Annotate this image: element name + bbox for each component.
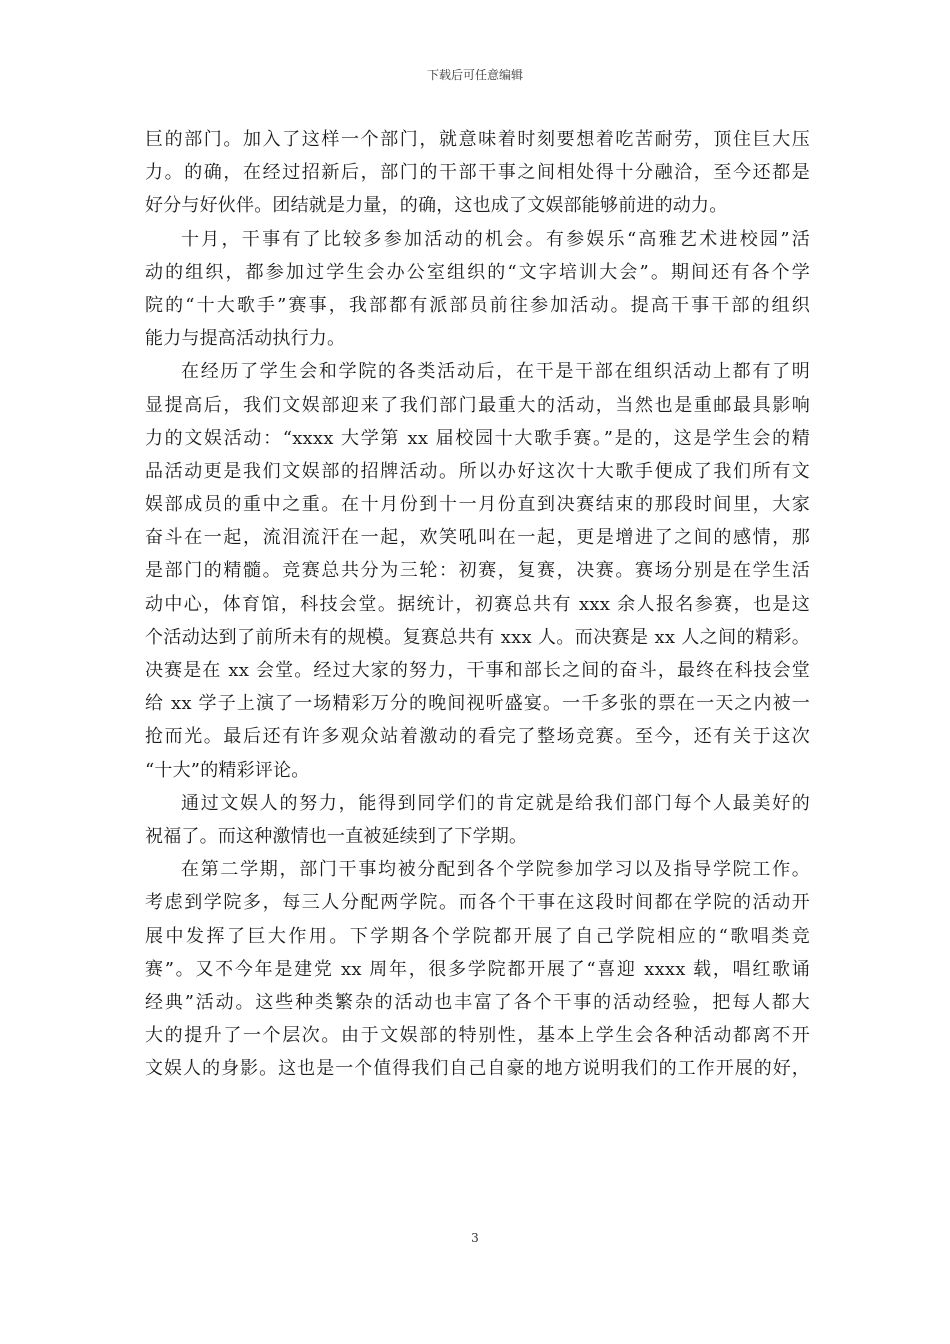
paragraph-line: 大的提升了一个层次。由于文娱部的特别性，基本上学生会各种活动都离不开 [145,1025,810,1047]
paragraph-line: 好分与好伙伴。团结就是力量，的确，这也成了文娱部能够前进的动力。 [145,195,728,217]
paragraph-line: 动中心，体育馆，科技会堂。据统计，初赛总共有 xxx 余人报名参赛，也是这 [145,593,810,615]
paragraph-line: 娱部成员的重中之重。在十月份到十一月份直到决赛结束的那段时间里，大家 [145,494,810,516]
paragraph-line: 力。的确，在经过招新后，部门的干部干事之间相处得十分融洽，至今还都是 [145,162,810,184]
paragraph-line: 决赛是在 xx 会堂。经过大家的努力，干事和部长之间的奋斗，最终在科技会堂 [145,660,810,681]
paragraph-line: 通过文娱人的努力，能得到同学们的肯定就是给我们部门每个人最美好的 [181,792,810,814]
paragraph-line: 展中发挥了巨大作用。下学期各个学院都开展了自己学院相应的“歌唱类竞 [145,925,810,947]
paragraph-line: 在第二学期，部门干事均被分配到各个学院参加学习以及指导学院工作。 [181,859,810,881]
page-header: 下载后可任意编辑 [426,68,523,82]
paragraph-line: 经典”活动。这些种类繁杂的活动也丰富了各个干事的活动经验，把每人都大 [145,991,810,1013]
paragraph-line: 显提高后，我们文娱部迎来了我们部门最重大的活动，当然也是重邮最具影响 [145,394,810,416]
paragraph-line: 文娱人的身影。这也是一个值得我们自己自豪的地方说明我们的工作开展的好， [145,1058,810,1080]
paragraph-line: 抢而光。最后还有许多观众站着激动的看完了整场竞赛。至今，还有关于这次 [145,726,810,748]
document-body [145,123,810,1085]
paragraph-line: 赛”。又不今年是建党 xx 周年，很多学院都开展了“喜迎 xxxx 载，唱红歌诵 [145,958,810,980]
paragraph-line: 是部门的精髓。竞赛总共分为三轮：初赛，复赛，决赛。赛场分别是在学生活 [145,560,810,582]
paragraph-line: 祝福了。而这种激情也一直被延续到了下学期。 [145,825,528,847]
paragraph-line: 能力与提高活动执行力。 [145,328,346,350]
paragraph-line: 在经历了学生会和学院的各类活动后，在干是干部在组织活动上都有了明 [181,361,810,383]
paragraph-line: “十大”的精彩评论。 [145,759,310,781]
paragraph-line: 力的文娱活动：“xxxx 大学第 xx 届校园十大歌手赛。”是的，这是学生会的精 [145,427,810,449]
paragraph-line: 个活动达到了前所未有的规模。复赛总共有 xxx 人。而决赛是 xx 人之间的精彩。 [145,626,810,648]
paragraph-line: 院的“十大歌手”赛事，我部都有派部员前往参加活动。提高干事干部的组织 [145,294,810,316]
paragraph-line: 奋斗在一起，流泪流汗在一起，欢笑吼叫在一起，更是增进了之间的感情，那 [145,527,810,549]
paragraph-line: 考虑到学院多，每三人分配两学院。而各个干事在这段时间都在学院的活动开 [145,892,810,914]
paragraph-line: 品活动更是我们文娱部的招牌活动。所以办好这次十大歌手便成了我们所有文 [145,460,810,482]
page-number: 3 [471,1231,479,1245]
paragraph-line: 巨的部门。加入了这样一个部门，就意味着时刻要想着吃苦耐劳，顶住巨大压 [145,129,810,150]
paragraph-line: 给 xx 学子上演了一场精彩万分的晚间视听盛宴。一千多张的票在一天之内被一 [145,693,810,715]
paragraph-line: 动的组织，都参加过学生会办公室组织的“文字培训大会”。期间还有各个学 [145,261,810,283]
paragraph-line: 十月，干事有了比较多参加活动的机会。有参娱乐“高雅艺术进校园”活 [181,228,810,250]
